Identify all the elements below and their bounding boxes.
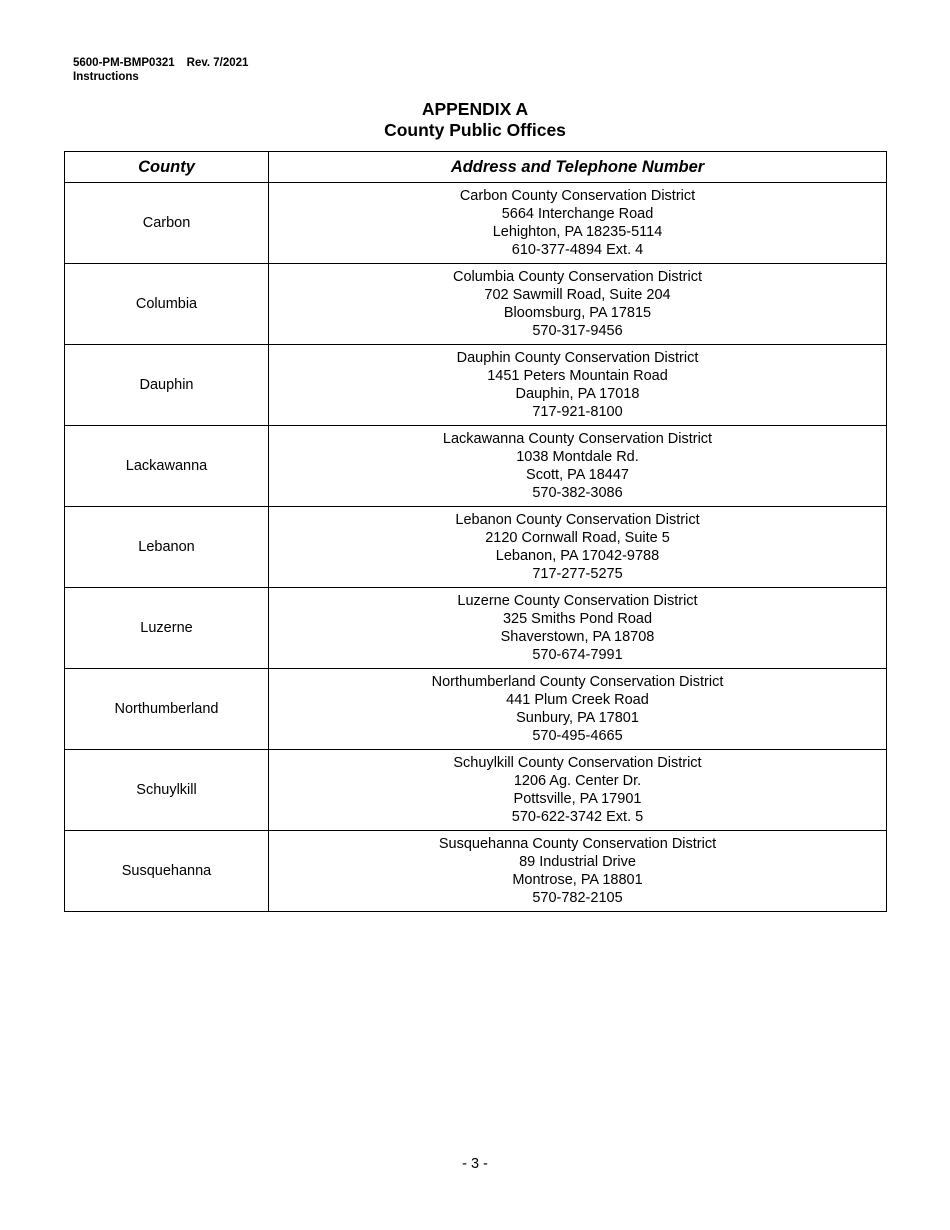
office-address-line: 325 Smiths Pond Road — [502, 611, 653, 627]
table-row — [65, 507, 887, 588]
office-phone: 570-317-9456 — [532, 323, 623, 339]
table-row — [65, 345, 887, 426]
office-address-line: 1206 Ag. Center Dr. — [513, 773, 642, 789]
office-address-line: Scott, PA 18447 — [526, 467, 629, 483]
office-address-line: Lackawanna County Conservation District — [442, 431, 713, 447]
office-phone: 610-377-4894 Ext. 4 — [511, 242, 644, 258]
form-id-line — [73, 56, 248, 70]
office-address-line: 702 Sawmill Road, Suite 204 — [484, 287, 671, 303]
county-name: Lackawanna — [65, 426, 269, 507]
county-name: Luzerne — [65, 588, 269, 669]
office-phone: 570-782-2105 — [532, 890, 623, 906]
office-phone: 570-622-3742 Ext. 5 — [511, 809, 644, 825]
table-row — [65, 183, 887, 264]
office-address-cell — [269, 588, 887, 669]
office-address-cell — [269, 264, 887, 345]
county-offices-table — [64, 151, 887, 912]
table-row — [65, 831, 887, 912]
office-address-line: Carbon County Conservation District — [459, 188, 696, 204]
office-address-line: Dauphin County Conservation District — [456, 350, 699, 366]
office-address-line: 89 Industrial Drive — [519, 854, 636, 870]
table-row — [65, 264, 887, 345]
office-address-cell — [269, 831, 887, 912]
office-address-line: Bloomsburg, PA 17815 — [503, 305, 652, 321]
table-row — [65, 750, 887, 831]
office-phone: 570-674-7991 — [532, 647, 623, 663]
county-name: Carbon — [65, 183, 269, 264]
office-address-line: 1451 Peters Mountain Road — [487, 368, 668, 384]
office-address-cell — [269, 669, 887, 750]
column-header-county: County — [65, 152, 269, 183]
office-address-cell — [269, 183, 887, 264]
office-address-line: 5664 Interchange Road — [501, 206, 654, 222]
office-phone: 570-382-3086 — [532, 485, 623, 501]
table-header-row — [65, 152, 887, 183]
office-address-line: Lehighton, PA 18235-5114 — [492, 224, 663, 240]
office-phone: 717-921-8100 — [532, 404, 623, 420]
office-address-line: Northumberland County Conservation District — [431, 674, 724, 690]
office-address-line: 1038 Montdale Rd. — [516, 449, 639, 465]
county-name: Northumberland — [65, 669, 269, 750]
office-address-line: Luzerne County Conservation District — [457, 593, 698, 609]
office-phone: 570-495-4665 — [532, 728, 623, 744]
office-address-line: Dauphin, PA 17018 — [515, 386, 640, 402]
office-address-line: Susquehanna County Conservation District — [438, 836, 717, 852]
page-number: - 3 - — [462, 1156, 488, 1172]
office-address-line: Lebanon County Conservation District — [455, 512, 700, 528]
column-header-address: Address and Telephone Number — [269, 152, 887, 183]
office-address-line: Lebanon, PA 17042-9788 — [495, 548, 660, 564]
table-body — [65, 183, 887, 912]
table-row — [65, 669, 887, 750]
county-name: Susquehanna — [65, 831, 269, 912]
office-address-line: Schuylkill County Conservation District — [453, 755, 702, 771]
office-address-line: Shaverstown, PA 18708 — [500, 629, 655, 645]
office-address-cell — [269, 750, 887, 831]
county-name: Lebanon — [65, 507, 269, 588]
form-header — [73, 56, 248, 84]
office-address-line: 441 Plum Creek Road — [506, 692, 649, 708]
appendix-subtitle: County Public Offices — [384, 120, 566, 140]
county-name: Schuylkill — [65, 750, 269, 831]
office-address-line: Columbia County Conservation District — [452, 269, 702, 285]
office-address-line: Montrose, PA 18801 — [512, 872, 643, 888]
revision-date: Rev. 7/2021 — [186, 57, 249, 69]
appendix-title: APPENDIX A — [421, 99, 529, 119]
county-name: Dauphin — [65, 345, 269, 426]
document-type: Instructions — [73, 71, 139, 83]
table-row — [65, 588, 887, 669]
office-phone: 717-277-5275 — [532, 566, 623, 582]
office-address-line: Pottsville, PA 17901 — [513, 791, 642, 807]
table-row — [65, 426, 887, 507]
county-name: Columbia — [65, 264, 269, 345]
form-number: 5600-PM-BMP0321 — [73, 57, 175, 69]
title-block — [0, 99, 950, 141]
office-address-cell — [269, 507, 887, 588]
office-address-line: 2120 Cornwall Road, Suite 5 — [485, 530, 670, 546]
office-address-cell — [269, 426, 887, 507]
office-address-line: Sunbury, PA 17801 — [516, 710, 639, 726]
office-address-cell — [269, 345, 887, 426]
